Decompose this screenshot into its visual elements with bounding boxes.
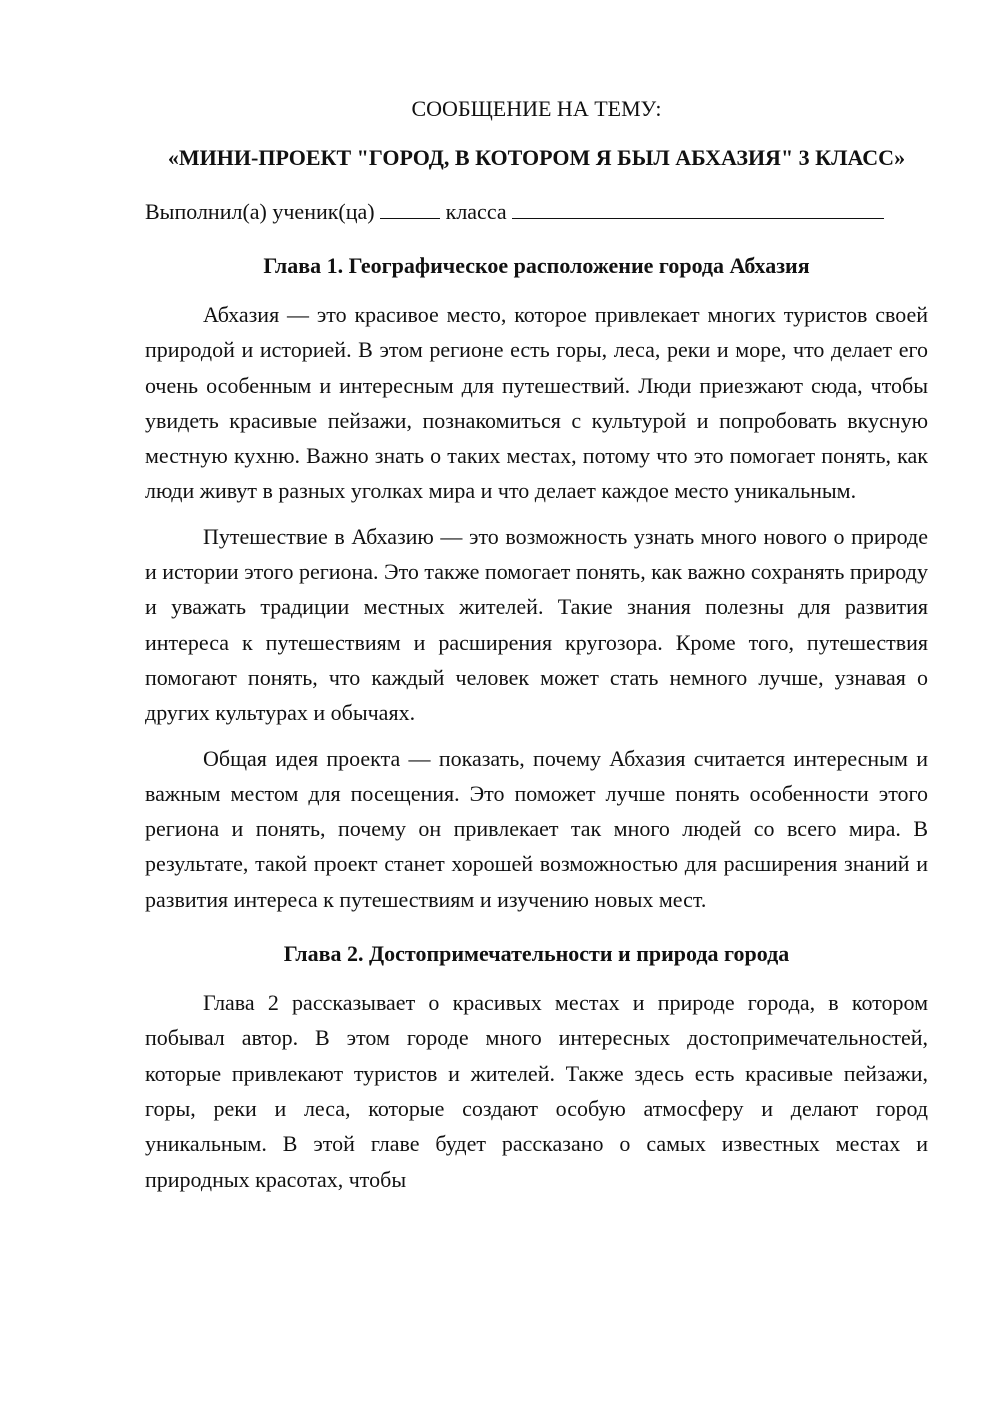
chapter-2-title: Глава 2. Достопримечательности и природа города	[283, 941, 790, 967]
chapter-1-paragraph: Общая идея проекта — показать, почему Абхазия считается интересным и важным местом для посещения. Это поможет лучше понять особенности этого региона и понять, почему он привлекает так много людей со всего мира. В результате, такой проект станет хорошей возможностью для расширения знаний и развития интереса к путешествиям и изучению новых мест.	[145, 745, 928, 912]
chapter-2-paragraph: Глава 2 рассказывает о красивых местах и природе города, в котором побывал автор. В этом городе много интересных достопримечательностей, которые привлекают туристов и жителей. Также здесь есть красивые пейзажи, горы, реки и леса, которые создают особую атмосферу и делают город уникальным. В этой главе будет рассказано о самых известных местах и природных красотах, чтобы	[145, 990, 928, 1192]
document-page	[145, 92, 928, 1197]
student-line	[145, 195, 928, 229]
subject-line: СООБЩЕНИЕ НА ТЕМУ:	[411, 96, 662, 121]
chapter-1-paragraph: Путешествие в Абхазию — это возможность узнать много нового о природе и истории этого региона. Это также помогает понять, как важно сохранять природу и уважать традиции местных жителей. Такие знания полезны для развития интереса к путешествиям и расширения кругозора. Кроме того, путешествия помогают понять, что каждый человек может стать немного лучше, узнавая о других культурах и обычаях.	[145, 523, 928, 726]
chapter-1-title: Глава 1. Географическое расположение города Абхазия	[263, 253, 810, 278]
student-name-blank	[512, 196, 884, 219]
student-label: Выполнил(а) ученик(ца)	[145, 199, 375, 224]
chapter-1-paragraph: Абхазия — это красивое место, которое привлекает многих туристов своей природой и историей. В этом регионе есть горы, леса, реки и море, что делает его очень особенным и интересным для путешествий. Люди приезжают сюда, чтобы увидеть красивые пейзажи, познакомиться с культурой и попробовать вкусную местную кухню. Важно знать о таких местах, потому что это помогает понять, как люди живут в разных уголках мира и что делает каждое место уникальным.	[145, 302, 928, 504]
document-title: «МИНИ-ПРОЕКТ "ГОРОД, В КОТОРОМ Я БЫЛ АБХАЗИЯ" 3 КЛАСС»	[167, 145, 906, 170]
class-label: класса	[445, 199, 507, 224]
class-number-blank	[380, 196, 440, 219]
